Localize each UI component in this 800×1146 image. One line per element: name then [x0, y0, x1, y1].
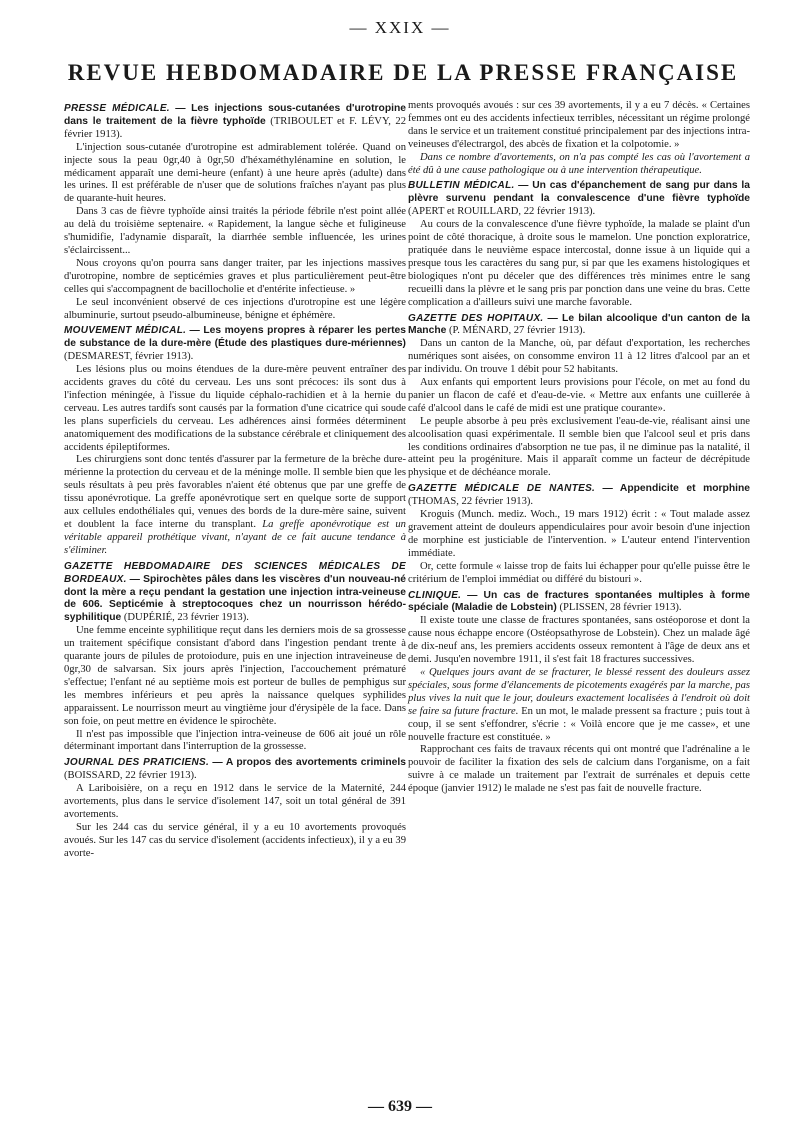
article-title: — Un cas d'épanchement de sang pur dans la plèvre survenu pendant la convalescence d'une fièvre typhoïde: [408, 180, 750, 205]
article-title: — Un cas de fractures spontanées multiples à forme spéciale (Maladie de Lobstein): [408, 589, 750, 614]
article-source: GAZETTE HEBDOMADAIRE DES SCIENCES MÉDICALES DE BORDEAUX.: [64, 560, 406, 585]
article-source: PRESSE MÉDICALE.: [64, 103, 170, 114]
paragraph: A Lariboisière, on a reçu en 1912 dans le service de la Maternité, 244 avortements, plus dans le service d'isolement 147, soit un total général de 391 avortements.: [64, 783, 406, 820]
paragraph: Rapprochant ces faits de travaux récents qui ont montré que l'adrénaline a le pouvoir de faciliter la fixation des sels de calcium dans l'organisme, on a fait suivre à ce malade un traitement par l'extrait de surrénales et depuis cette époque (janvier 1912) le malade ne s'est pas fait de nouvelle fracture.: [408, 744, 750, 795]
paragraph: L'injection sous-cutanée d'urotropine est admirablement tolérée. Quand on injecte sous la peau 0gr,40 à 0gr,50 d'héxaméthylénamine en solution, le médicament apparaît une demi-heure (enfant) à une heure après (adulte) dans les urines. Il est préférable de n'user que de solutions fraîches n'ayant pas plus de quarante-huit heures.: [64, 141, 406, 205]
article-bulletin-medical: [408, 180, 750, 309]
paragraph: Il n'est pas impossible que l'injection intra-veineuse de 606 ait joué un rôle déterminant important dans l'interruption de la grossesse.: [64, 728, 406, 753]
paragraph: Dans un canton de la Manche, où, par défaut d'exportation, les recherches numériques sont aisées, on consomme environ 11 à 12 litres d'alcool par an et par individu. On trouve 1 débit pour 52 habitants.: [408, 338, 750, 376]
article-gazette-hopitaux: [408, 313, 750, 481]
right-column: [408, 100, 750, 796]
article-title: — A propos des avortements criminels: [212, 757, 406, 769]
article-gazette-nantes: [408, 483, 750, 586]
article-source: MOUVEMENT MÉDICAL.: [64, 325, 187, 337]
article-reference: (TRIBOULET et F. LÉVY, 22 février 1913).: [64, 115, 406, 140]
roman-page-number: — XXIX —: [349, 18, 451, 37]
paragraph: En un mot, le malade pressent sa fracture ; puis tout à coup, il se sent s'effondrer, s'écrie : « Voilà encore que je me casse», et une nouvelle fracture est constituée. »: [408, 705, 751, 743]
article-reference: (APERT et ROUILLARD, 22 février 1913).: [408, 206, 596, 218]
page-title: REVUE HEBDOMADAIRE DE LA PRESSE FRANÇAISE: [67, 60, 739, 85]
article-source: JOURNAL DES PRATICIENS.: [64, 757, 210, 769]
article-presse-medicale: [64, 103, 406, 322]
article-reference: (THOMAS, 22 février 1913).: [408, 496, 534, 508]
paragraph: Sur les 244 cas du service général, il y a eu 10 avortements provoqués avoués. Sur les 147 cas du service d'isolement (accidents infectieux), il y a eu 39 avorte-: [64, 821, 406, 859]
article-reference: (DUPÉRIÉ, 23 février 1913).: [123, 612, 249, 624]
paragraph: Le seul inconvénient observé de ces injections d'urotropine est une légère albuminurie, surtout pseudo-albumineuse, bénigne et éphémère.: [64, 296, 406, 321]
page-number: — 639 —: [368, 1098, 432, 1115]
article-source: GAZETTE DES HOPITAUX.: [408, 312, 544, 324]
paragraph: Les lésions plus ou moins étendues de la dure-mère peuvent entraîner des accidents graves du côté du cerveau. Les uns sont précoces: ils sont dus à l'infection méningée, à l'issue du liquide céphalo-rachidien et à la hernie du cerveau. Les autres tardifs sont causés par la formation d'une cicatrice qui soude les plans superficiels du cerveau. Les adhérences ainsi formées déterminent anatomiquement des modifications de la substance cérébrale et cliniquement des accidents épileptiformes.: [64, 364, 406, 453]
paragraph: Il existe toute une classe de fractures spontanées, sans ostéoporose et dont la cause nous échappe encore (Ostéopsathyrose de Lobstein). Chez un malade âgé de dix-neuf ans, les premiers accidents osseux remontent à l'âge de deux ans et demi. Jusqu'en novembre 1911, il s'est fait 18 fractures successives.: [408, 615, 750, 666]
paragraph: Kroguis (Munch. mediz. Woch., 19 mars 1912) écrit : « Tout malade assez gravement atteint de douleurs appendiculaires pour avoir besoin d'une injection de morphine est justiciable de l'intervention. » L'auteur entend l'intervention immédiate.: [408, 509, 750, 559]
article-mouvement-medical: [64, 325, 406, 557]
article-reference: (DESMAREST, février 1913).: [64, 351, 194, 363]
article-title: — Le bilan alcoolique d'un canton de la Manche: [408, 312, 750, 337]
italic-text: La greffe aponévrotique est un véritable appareil prothétique vivant, n'ayant de ce fait aucune tendance à s'éliminer.: [64, 519, 406, 556]
paragraph: Or, cette formule « laisse trop de faits lui échapper pour qu'elle puisse être le critérium de l'emploi immédiat ou différé du bistouri ».: [408, 560, 750, 585]
paragraph: Au cours de la convalescence d'une fièvre typhoïde, la malade se plaint d'un point de côté thoracique, à droite sous le mamelon. Une ponction exploratrice, pratiquée dans le neuvième espace intercostal, donne issue à un liquide qui a presque tous les caractères du sang pur, si par que les examens histologiques et biologiques n'ont pu déceler que des différences très minimes entre le sang recueilli dans la plèvre et le sang pris par ponction dans une veine du bras. Cette complication a d'ailleurs suivi une marche favorable.: [408, 219, 750, 308]
italic-text: « Quelques jours avant de se fracturer, le blessé ressent des douleurs assez spéciales, sous forme d'élancements de picotements exagérés par la marche, pas plus vives la nuit que le jour, douleurs exactement localisées à l'endroit où doit se faire sa future fracture.: [408, 666, 750, 717]
paragraph: Aux enfants qui emportent leurs provisions pour l'école, on met au fond du panier un flacon de café et d'eau-de-vie. « Mettre aux enfants une cuillerée à café d'alcool dans le café de midi est une pratique courante».: [408, 377, 750, 414]
paragraph-continued: ments provoqués avoués : sur ces 39 avortements, il y a eu 7 décès. « Certaines femmes ont eu des accidents infectieux terribles, nécessitant un régime prolongé dans le service et un traitement constitué principalement par des injections intra-veineuses d'électrargol, des abcès de fixation et la colpotomie. »: [408, 100, 750, 150]
article-source: BULLETIN MÉDICAL.: [408, 180, 515, 192]
article-journal-praticiens: [64, 757, 406, 860]
article-gazette-bordeaux: [64, 561, 406, 755]
article-title: — Les moyens propres à réparer les pertes de substance de la dure-mère (Étude des plastiques dure-mériennes): [64, 325, 406, 350]
paragraph: Les chirurgiens sont donc tentés d'assurer par la fermeture de la brèche dure-mérienne la protection du cerveau et de la méninge molle. Il semble bien que les seuls résultats à peu près favorables n'aient été obtenus que par une greffe de tissu aponévrotique. La greffe aponévrotique sert en quelque sorte de support aux cellules endothéliales qui, venues des bords de la dure-mère saine, suivent et doublent la face interne du transplant.: [64, 454, 406, 530]
article-title: — Les injections sous-cutanées d'urotropine dans le traitement de la fièvre typhoïde: [64, 103, 406, 127]
article-title: — Appendicite et morphine: [602, 483, 750, 495]
article-reference: (P. MÉNARD, 27 février 1913).: [449, 325, 586, 337]
article-source: GAZETTE MÉDICALE DE NANTES.: [408, 483, 596, 495]
italic-text: Dans ce nombre d'avortements, on n'a pas compté les cas où l'avortement a été dû à une cause pathologique ou à une intervention thérapeutique.: [408, 151, 750, 176]
paragraph: Une femme enceinte syphilitique reçut dans les derniers mois de sa grossesse un traitement spécifique consistant d'abord dans l'ingestion pendant trente à quarante jours de pilules de protoiodure, puis en une injection intraveineuse de 0gr,30 de salvarsan. Six jours après l'injection, l'accouchement prématuré s'effectue; l'enfant né au septième mois est porteur de bulles de pemphigus sur les membres inférieurs et peu après la naissance quelques syphilides apparaissent. Le nourrisson meurt au vingtième jour d'érysipèle de la face. Dans son foie, on peut mettre en évidence le spirochète.: [64, 625, 406, 727]
article-title: — Spirochètes pâles dans les viscères d'un nouveau-né dont la mère a reçu pendant la gestation une injection intra-veineuse de 606. Septicémie à streptocoques chez un nourrisson hérédo-syphilitique: [64, 573, 406, 624]
paragraph: Nous croyons qu'on pourra sans danger traiter, par les injections massives d'urotropine, nombre de septicémies graves et plus particulièrement peut-être celles qui s'accompagnent de bacillocholie et d'entérite infectieuse. »: [64, 257, 406, 295]
article-source: CLINIQUE.: [408, 589, 462, 601]
paragraph: Dans 3 cas de fièvre typhoïde ainsi traités la période fébrile n'est point allée au delà du troisième septenaire. « Rapidement, la langue sèche et fuligineuse s'humidifie, l'adynamie disparaît, la diarrhée semble influencée, les urines s'éclaircissent...: [64, 206, 406, 256]
left-column: [64, 100, 406, 861]
article-clinique: [408, 590, 750, 797]
article-reference: (PLISSEN, 28 février 1913).: [559, 602, 682, 614]
paragraph: Le peuple absorbe à peu près exclusivement l'eau-de-vie, réalisant ainsi une alcoolisation quasi expérimentale. Il semble bien que l'alcool seul et pris dans les conditions ordinaires d'absorption ne tue pas, il ne diminue pas la natalité, il atteint peu la progéniture. Mais il apparaît comme un facteur de décrépitude physique et de déchéance morale.: [408, 415, 750, 479]
article-reference: (BOISSARD, 22 février 1913).: [64, 770, 197, 782]
